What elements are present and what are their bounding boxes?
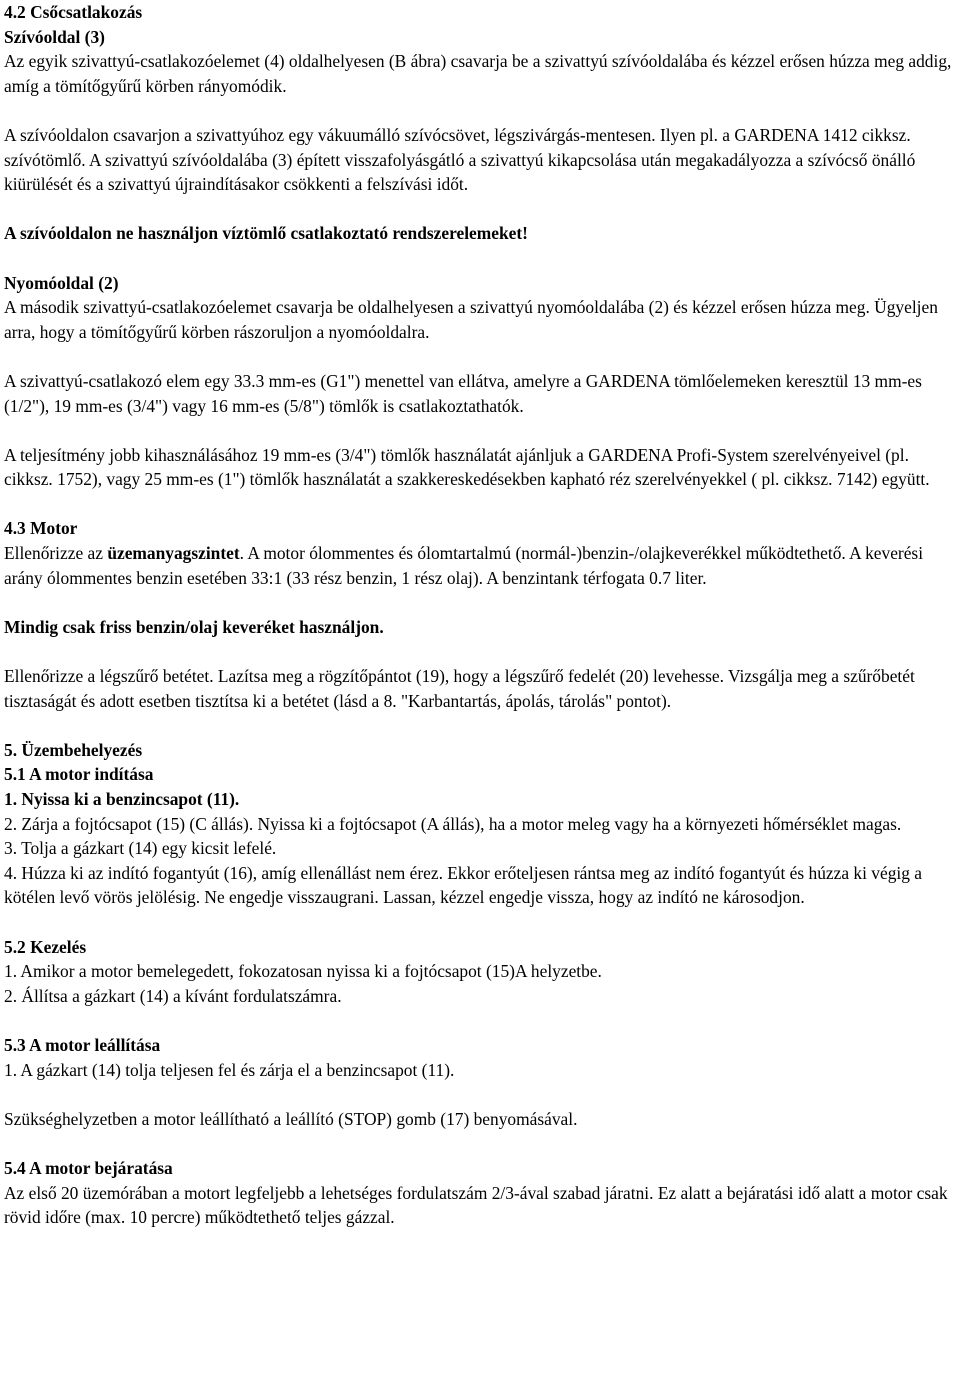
pressure-side-heading: Nyomóoldal (2) — [4, 272, 119, 293]
pressure-paragraph-3: A teljesítmény jobb kihasználásához 19 mm-es (3/4") tömlők használatát ajánljuk a GARDENA Profi-System szerelvényeivel (pl. cikksz. 1752), vagy 25 mm-es (1") tömlők használatát a szakkereskedésekben kapható réz szerelvényekkel ( pl. cikksz. 7142) együtt. — [4, 444, 930, 490]
motor-paragraph-1-end: . A motor ólommentes és ólomtartalmú (normál-)benzin-/olajkeverékkel működtethető. A keverési arány ólommentes benzin esetében 33:1 (33 rész benzin, 1 rész olaj). A benzintank térfogata 0.7 liter. — [4, 543, 924, 588]
subsection-title-5-4: 5.4 A motor bejáratása — [4, 1157, 173, 1178]
subsection-title-5-1: 5.1 A motor indítása — [4, 764, 154, 785]
break-in-paragraph: Az első 20 üzemórában a motort legfeljebb a lehetséges fordulatszám 2/3-ával szabad járatni. Ez alatt a bejáratási idő alatt a motor csak rövid időre (max. 10 percre) működtethető teljes gázzal. — [4, 1182, 948, 1228]
suction-warning: A szívóoldalon ne használjon víztömlő csatlakoztató rendszerelemeket! — [4, 223, 528, 244]
fresh-fuel-notice: Mindig csak friss benzin/olaj keveréket használjon. — [4, 616, 384, 637]
operation-step-2: 2. Állítsa a gázkart (14) a kívánt fordulatszámra. — [4, 985, 342, 1006]
section-title-4-3: 4.3 Motor — [4, 518, 78, 539]
start-step-3: 3. Tolja a gázkart (14) egy kicsit lefelé. — [4, 838, 277, 859]
pressure-paragraph-1: A második szivattyú-csatlakozóelemet csavarja be oldalhelyesen a szivattyú nyomóoldalába (2) és kézzel erősen húzza meg. Ügyeljen arra, hogy a tömítőgyűrű körben rászoruljon a nyomóoldalra. — [4, 297, 938, 342]
section-title-5: 5. Üzembehelyezés — [4, 739, 143, 760]
start-step-1: 1. Nyissa ki a benzincsapot (11). — [4, 789, 240, 809]
start-step-4: 4. Húzza ki az indító fogantyút (16), amíg ellenállást nem érez. Ekkor erőteljesen rántsa meg az indító fogantyút és húzza ki végig a kötélen levő vörös jelölésig. Ne engedje visszaugrani. Lassan, kézzel engedje vissza, hogy az indító ne károsodjon. — [4, 862, 922, 908]
operation-step-1: 1. Amikor a motor bemelegedett, fokozatosan nyissa ki a fojtócsapot (15)A helyzetbe. — [4, 961, 602, 982]
suction-side-heading: Szívóoldal (3) — [4, 26, 105, 47]
subsection-title-5-2: 5.2 Kezelés — [4, 936, 87, 957]
air-filter-paragraph: Ellenőrizze a légszűrő betétet. Lazítsa meg a rögzítőpántot (19), hogy a légszűrő fedelét (20) levehesse. Vizsgálja meg a szűrőbetét tisztaságát és adott esetben tisztítsa ki a betétet (lásd a 8. "Karbantartás, ápolás, tárolás" pontot). — [4, 666, 915, 711]
motor-paragraph-1 — [4, 541, 954, 590]
suction-paragraph-1: Az egyik szivattyú-csatlakozóelemet (4) oldalhelyesen (B ábra) csavarja be a szivattyú szívóoldalába és kézzel erősen húzza meg addig, amíg a tömítőgyűrű körben rányomódik. — [4, 51, 952, 96]
section-title-4-2: 4.2 Csőcsatlakozás — [4, 2, 143, 22]
pressure-paragraph-2: A szivattyú-csatlakozó elem egy 33.3 mm-es (G1") menettel van ellátva, amelyre a GARDENA tömlőelemeken keresztül 13 mm-es (1/2"), 19 mm-es (3/4") vagy 16 mm-es (5/8") tömlők is csatlakoztathatók. — [4, 370, 922, 416]
subsection-title-5-3: 5.3 A motor leállítása — [4, 1034, 161, 1055]
suction-paragraph-2: A szívóoldalon csavarjon a szivattyúhoz egy vákuumálló szívócsövet, légszivárgás-mentesen. Ilyen pl. a GARDENA 1412 cikksz. szívótömlő. A szivattyú szívóoldalába (3) épített visszafolyásgátló a szivattyú kikapcsolása után megakadályozza a szívócső önálló kiürülését és a szivattyú újraindításakor csökkenti a felszívási időt. — [4, 124, 916, 195]
fuel-level-emphasis: üzemanyagszintet — [107, 543, 240, 564]
stop-step-1: 1. A gázkart (14) tolja teljesen fel és zárja el a benzincsapot (11). — [4, 1059, 455, 1080]
start-step-2: 2. Zárja a fojtócsapot (15) (C állás). Nyissa ki a fojtócsapot (A állás), ha a motor meleg vagy ha a környezeti hőmérséklet magas. — [4, 813, 902, 834]
motor-paragraph-1-start: Ellenőrizze az — [4, 543, 108, 564]
emergency-stop-paragraph: Szükséghelyzetben a motor leállítható a leállító (STOP) gomb (17) benyomásával. — [4, 1108, 578, 1129]
